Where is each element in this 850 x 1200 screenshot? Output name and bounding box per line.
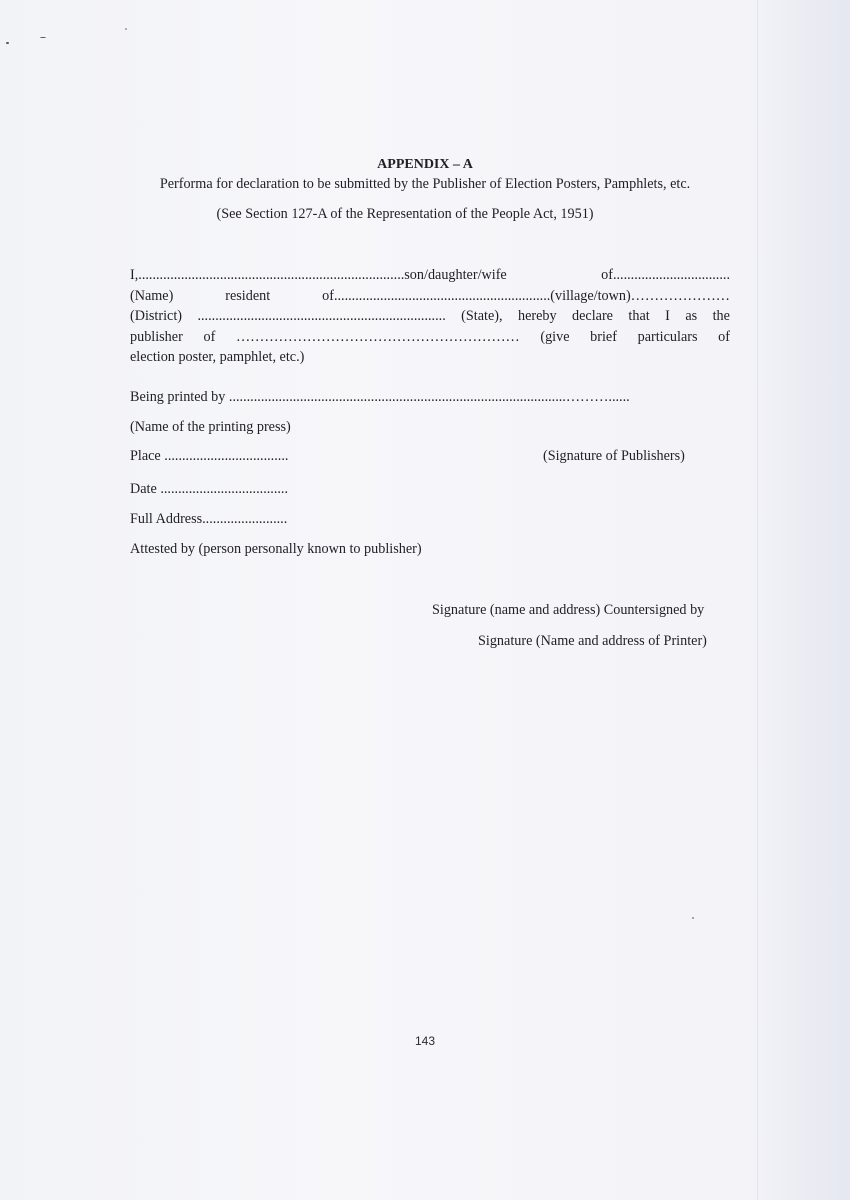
scan-speck: [6, 42, 9, 44]
printed-by-field: Being printed by ...............................................................................................………......: [130, 389, 630, 405]
declaration-word: I: [665, 308, 670, 324]
countersigned-signature-label: Signature (name and address) Countersigned by: [432, 602, 705, 618]
scan-speck: [692, 917, 694, 919]
scan-speck: [125, 28, 127, 30]
printer-signature-label: Signature (Name and address of Printer): [478, 633, 707, 649]
declaration-paragraph: [130, 265, 730, 368]
declaration-word: declare: [572, 308, 613, 324]
date-field: Date ....................................: [130, 481, 289, 497]
declaration-line-4: [130, 327, 730, 348]
declaration-word: of: [203, 328, 216, 345]
legal-reference: (See Section 127-A of the Representation of the People Act, 1951): [216, 206, 594, 222]
declaration-word: the: [712, 308, 730, 324]
village-blank: of.............................................................(village/town)…………………: [322, 287, 730, 304]
declaration-word: (give: [540, 328, 570, 345]
document-title: APPENDIX – A: [377, 157, 473, 172]
parent-blank: of.................................: [601, 267, 730, 283]
declaration-word: that: [628, 308, 650, 324]
attested-by-label: Attested by (person personally known to publisher): [130, 541, 422, 557]
declaration-line-3: [130, 306, 730, 327]
declaration-word: of: [718, 328, 730, 345]
document-subtitle: Performa for declaration to be submitted by the Publisher of Election Posters, Pamphlets, etc.: [159, 176, 691, 192]
declaration-word: brief: [590, 328, 617, 345]
full-address-field: Full Address........................: [130, 511, 288, 527]
declaration-word: hereby: [517, 308, 557, 324]
name-label: (Name): [130, 287, 174, 304]
declaration-word: as: [685, 308, 698, 324]
publisher-signature-label: (Signature of Publishers): [543, 448, 685, 464]
printing-press-label: (Name of the printing press): [130, 419, 291, 435]
district-label: (District): [130, 308, 183, 324]
state-label: (State),: [461, 308, 503, 324]
resident-word: resident: [225, 287, 271, 304]
district-blank: ......................................................................: [197, 308, 446, 324]
name-blank: I,...........................................................................son/daughter/wife: [130, 267, 507, 283]
declaration-text: election poster, pamphlet, etc.): [130, 349, 305, 365]
declaration-line-5: [130, 347, 730, 368]
page-number: 143: [414, 1034, 436, 1048]
place-field: Place ...................................: [130, 448, 289, 464]
declaration-line-1: [130, 265, 730, 286]
particulars-blank: ……………………………………………………: [235, 328, 520, 345]
scan-speck: [40, 37, 46, 38]
declaration-word: publisher: [130, 328, 183, 345]
declaration-word: particulars: [637, 328, 698, 345]
declaration-line-2: [130, 286, 730, 307]
